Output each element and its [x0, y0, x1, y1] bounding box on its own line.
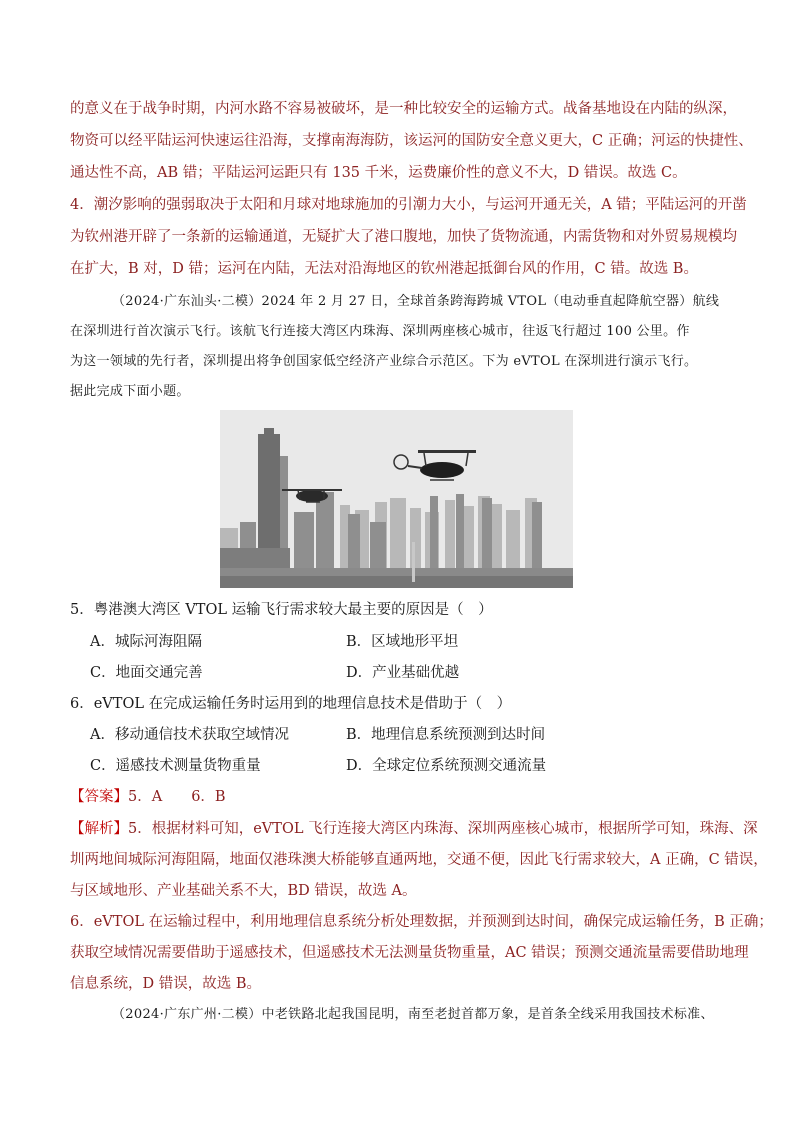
material-line-4: 据此完成下面小题。 — [70, 384, 190, 399]
question-6-stem: 6．eVTOL 在完成运输任务时运用到的地理信息技术是借助于（ ） — [70, 696, 512, 712]
analysis-line-2: 圳两地间城际河海阻隔，地面仅港珠澳大桥能够直通两地，交通不便，因此飞行需求较大，A 正确，C 错误， — [70, 852, 768, 868]
analysis-line-6: 信息系统，D 错误，故选 B。 — [70, 976, 261, 992]
answer-text: 5．A 6．B — [128, 789, 226, 805]
material-line-3: 为这一领域的先行者，深圳提出将争创国家低空经济产业综合示范区。下为 eVTOL 在深圳进行演示飞行。 — [70, 354, 698, 369]
analysis-line-3: 与区域地形、产业基础关系不大，BD 错误，故选 A。 — [70, 883, 417, 899]
question-5-option-d[interactable]: D．产业基础优越 — [346, 665, 460, 681]
material-line-2: 在深圳进行首次演示飞行。该航飞行连接大湾区内珠海、深圳两座核心城市，往返飞行超过 100 公里。作 — [70, 324, 690, 339]
question-5-option-a[interactable]: A．城际河海阻隔 — [90, 634, 202, 650]
analysis-line-5: 获取空域情况需要借助于遥感技术，但遥感技术无法测量货物重量，AC 错误；预测交通流量需要借助地理 — [70, 945, 749, 961]
answer-line — [70, 787, 724, 807]
evtol-photo — [220, 410, 573, 588]
analysis-prev-line-2: 物资可以经平陆运河快速运往沿海，支撑南海海防，该运河的国防安全意义更大，C 正确；河运的快捷性、 — [70, 133, 753, 149]
analysis-tag: 【解析】 — [70, 821, 128, 837]
analysis-line-1 — [70, 819, 758, 839]
question-5-option-b[interactable]: B．区域地形平坦 — [346, 634, 459, 650]
analysis-prev-line-3: 通达性不高，AB 错；平陆运河运距只有 135 千米，运费廉价性的意义不大，D 错误。故选 C。 — [70, 165, 687, 181]
next-material-line-1: （2024·广东广州·二模）中老铁路北起我国昆明，南至老挝首都万象，是首条全线采用我国技术标准、 — [112, 1007, 714, 1022]
question-6-option-c[interactable]: C．遥感技术测量货物重量 — [90, 758, 261, 774]
analysis-prev-line-1: 的意义在于战争时期，内河水路不容易被破坏，是一种比较安全的运输方式。战备基地设在内陆的纵深， — [70, 101, 737, 117]
analysis-prev-line-5: 为钦州港开辟了一条新的运输通道，无疑扩大了港口腹地，加快了货物流通，内需货物和对外贸易规模均 — [70, 229, 737, 245]
question-5-stem: 5．粤港澳大湾区 VTOL 运输飞行需求较大最主要的原因是（ ） — [70, 602, 493, 618]
material-line-1: （2024·广东汕头·二模）2024 年 2 月 27 日，全球首条跨海跨城 VTOL（电动垂直起降航空器）航线 — [112, 294, 720, 309]
answer-tag: 【答案】 — [70, 789, 128, 805]
question-6-option-b[interactable]: B．地理信息系统预测到达时间 — [346, 727, 546, 743]
city-skyline-image — [220, 410, 573, 588]
question-5-option-c[interactable]: C．地面交通完善 — [90, 665, 203, 681]
question-6-option-a[interactable]: A．移动通信技术获取空域情况 — [90, 727, 289, 743]
question-6-option-d[interactable]: D．全球定位系统预测交通流量 — [346, 758, 547, 774]
analysis-prev-line-6: 在扩大，B 对，D 错；运河在内陆，无法对沿海地区的钦州港起抵御台风的作用，C 错。故选 B。 — [70, 261, 698, 277]
analysis-text-1: 5．根据材料可知，eVTOL 飞行连接大湾区内珠海、深圳两座核心城市，根据所学可知，珠海、深 — [128, 821, 758, 837]
analysis-prev-line-4: 4．潮汐影响的强弱取决于太阳和月球对地球施加的引潮力大小，与运河开通无关，A 错；平陆运河的开凿 — [70, 197, 747, 213]
analysis-line-4: 6．eVTOL 在运输过程中，利用地理信息系统分析处理数据，并预测到达时间，确保完成运输任务，B 正确； — [70, 914, 773, 930]
